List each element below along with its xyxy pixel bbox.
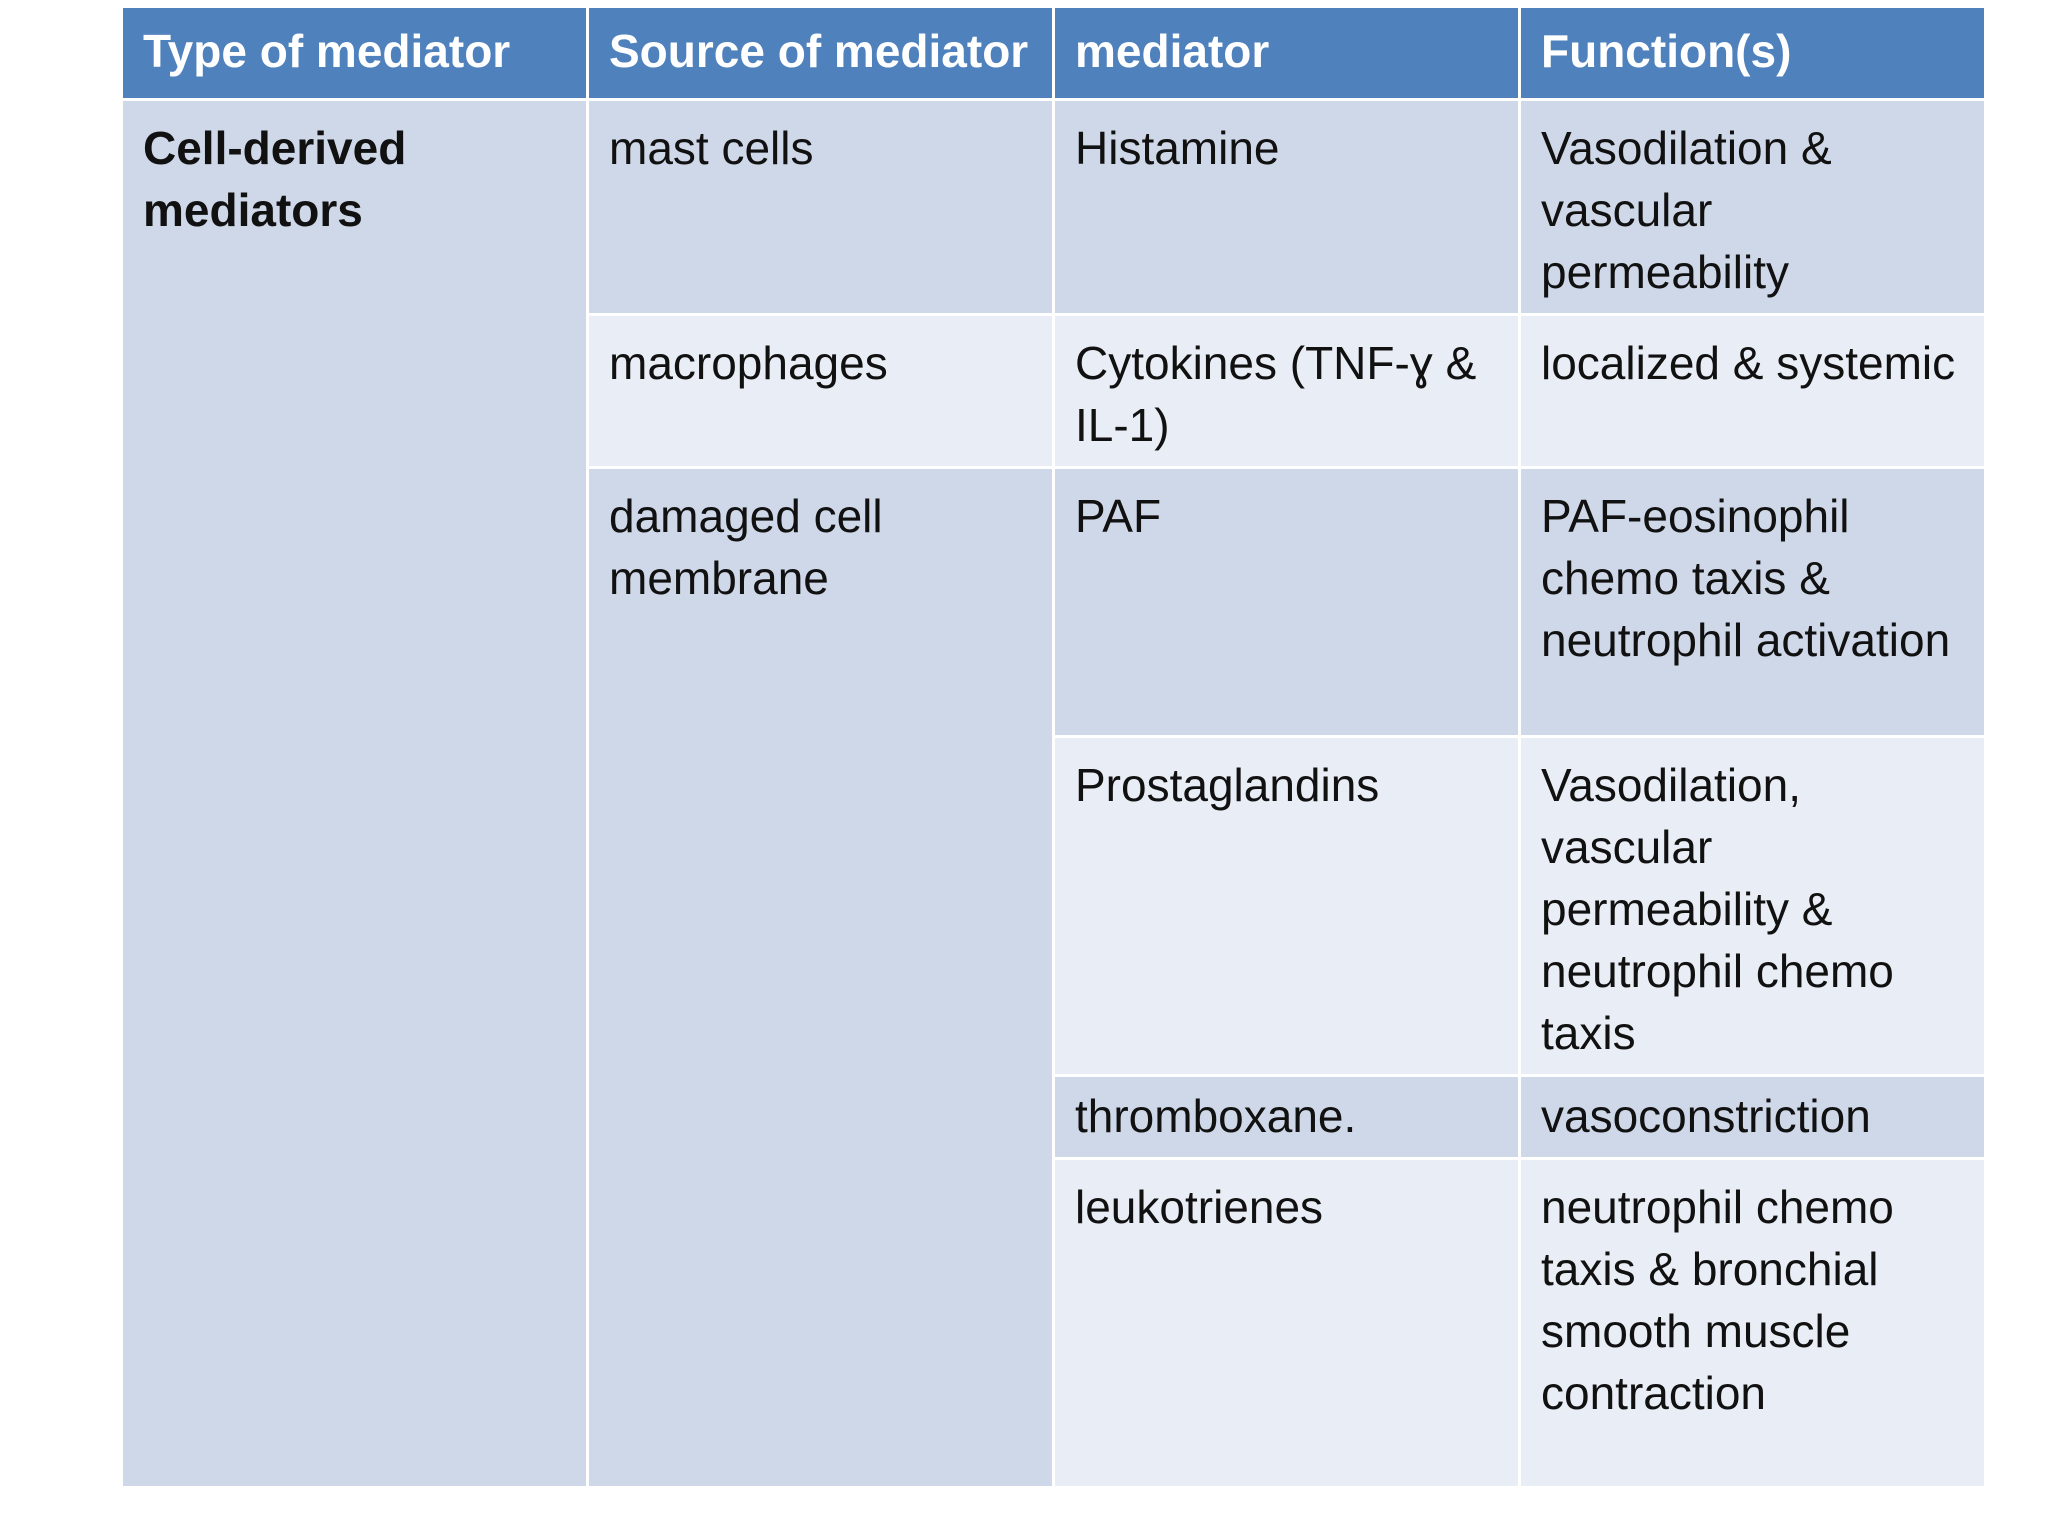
- mediator-cell: PAF: [1054, 468, 1520, 737]
- header-mediator: mediator: [1054, 7, 1520, 100]
- function-cell: neutrophil chemo taxis & bronchial smooth muscle contraction: [1520, 1159, 1986, 1488]
- function-cell: Vasodilation, vascular permeability & neutrophil chemo taxis: [1520, 737, 1986, 1076]
- header-type-of-mediator: Type of mediator: [122, 7, 588, 100]
- source-cell: damaged cell membrane: [588, 468, 1054, 1488]
- source-cell: macrophages: [588, 315, 1054, 468]
- table-header-row: [122, 7, 1986, 100]
- mediator-cell: Cytokines (TNF-ɣ & IL-1): [1054, 315, 1520, 468]
- function-cell: Vasodilation & vascular permeability: [1520, 100, 1986, 315]
- header-source-of-mediator: Source of mediator: [588, 7, 1054, 100]
- function-cell: PAF-eosinophil chemo taxis & neutrophil activation: [1520, 468, 1986, 737]
- type-of-mediator-cell: Cell-derived mediators: [122, 100, 588, 1488]
- mediator-cell: Histamine: [1054, 100, 1520, 315]
- table-row: [122, 100, 1986, 315]
- mediator-cell: Prostaglandins: [1054, 737, 1520, 1076]
- mediator-cell: thromboxane.: [1054, 1076, 1520, 1159]
- mediators-table: [120, 5, 1987, 1489]
- source-cell: mast cells: [588, 100, 1054, 315]
- header-functions: Function(s): [1520, 7, 1986, 100]
- function-cell: localized & systemic: [1520, 315, 1986, 468]
- function-cell: vasoconstriction: [1520, 1076, 1986, 1159]
- mediator-cell: leukotrienes: [1054, 1159, 1520, 1488]
